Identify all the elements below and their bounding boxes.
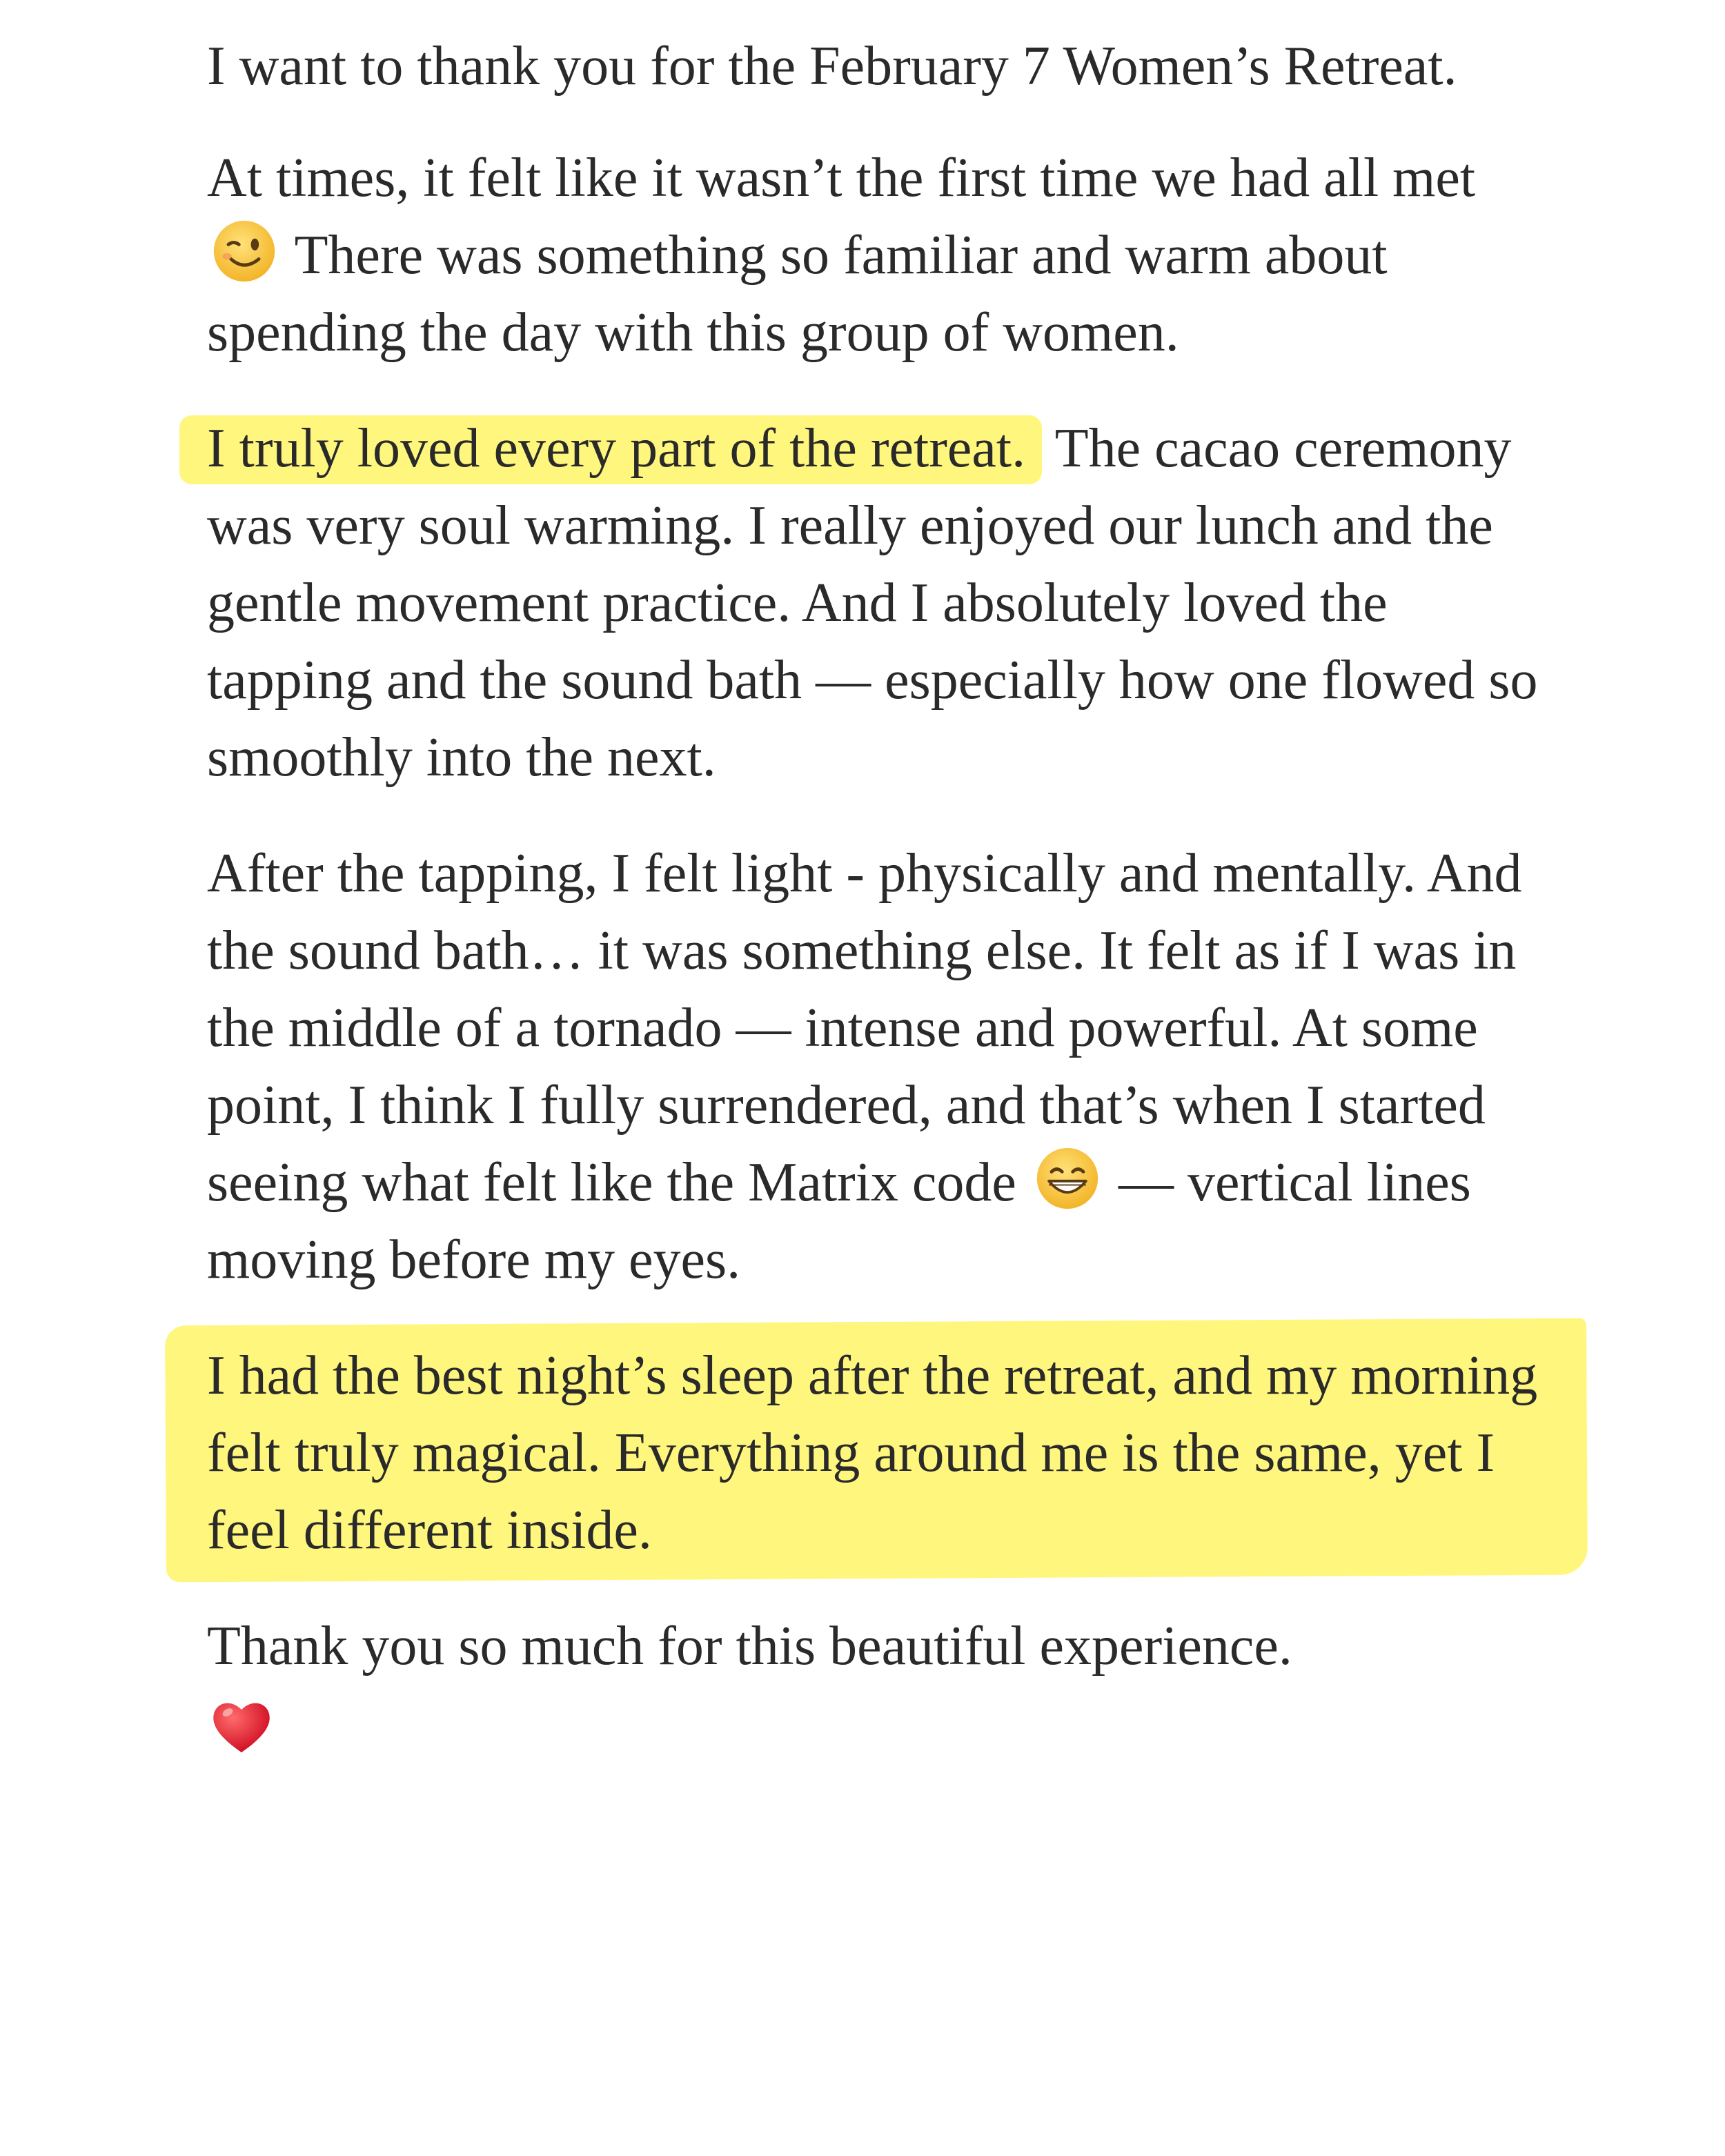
grinning-face-icon	[1034, 1145, 1101, 1211]
paragraph-familiar	[207, 139, 1559, 371]
paragraph-tapping	[207, 835, 1559, 1298]
paragraph-loved	[207, 410, 1559, 796]
intro-text: I want to thank you for the February 7 Women’s Retreat.	[207, 36, 1457, 97]
winking-face-icon	[211, 218, 277, 284]
tapping-text-b: — vertical lines moving before my eyes.	[207, 1152, 1471, 1290]
thanks-text: Thank you so much for this beautiful experience.	[207, 1616, 1292, 1677]
highlight-loved: I truly loved every part of the retreat.	[179, 415, 1042, 484]
paragraph-thanks	[207, 1608, 1559, 1685]
familiar-text-a: At times, it felt like it wasn’t the first time we had all met	[207, 148, 1476, 208]
paragraph-intro	[207, 28, 1559, 105]
red-heart-icon	[207, 1692, 276, 1761]
loved-text: The cacao ceremony was very soul warming. I really enjoyed our lunch and the gentle movement practice. And I absolutely loved the tapping and the sound bath — especially how one flowed so smoothly into the next.	[207, 418, 1538, 788]
letter-body	[207, 28, 1559, 1761]
highlight-sleep-block	[207, 1337, 1559, 1569]
familiar-text-b: There was something so familiar and warm about spending the day with this group of women.	[207, 225, 1388, 363]
sleep-text: I had the best night’s sleep after the retreat, and my morning felt truly magical. Everything around me is the same, yet I feel different inside.	[207, 1345, 1538, 1561]
tapping-text-a: After the tapping, I felt light - physically and mentally. And the sound bath… it was something else. It felt as if I was in the middle of a tornado — intense and powerful. At some point, I think I fully surrendered, and that’s when I started seeing what felt like the Matrix code	[207, 843, 1522, 1213]
paragraph-sleep	[207, 1337, 1559, 1569]
